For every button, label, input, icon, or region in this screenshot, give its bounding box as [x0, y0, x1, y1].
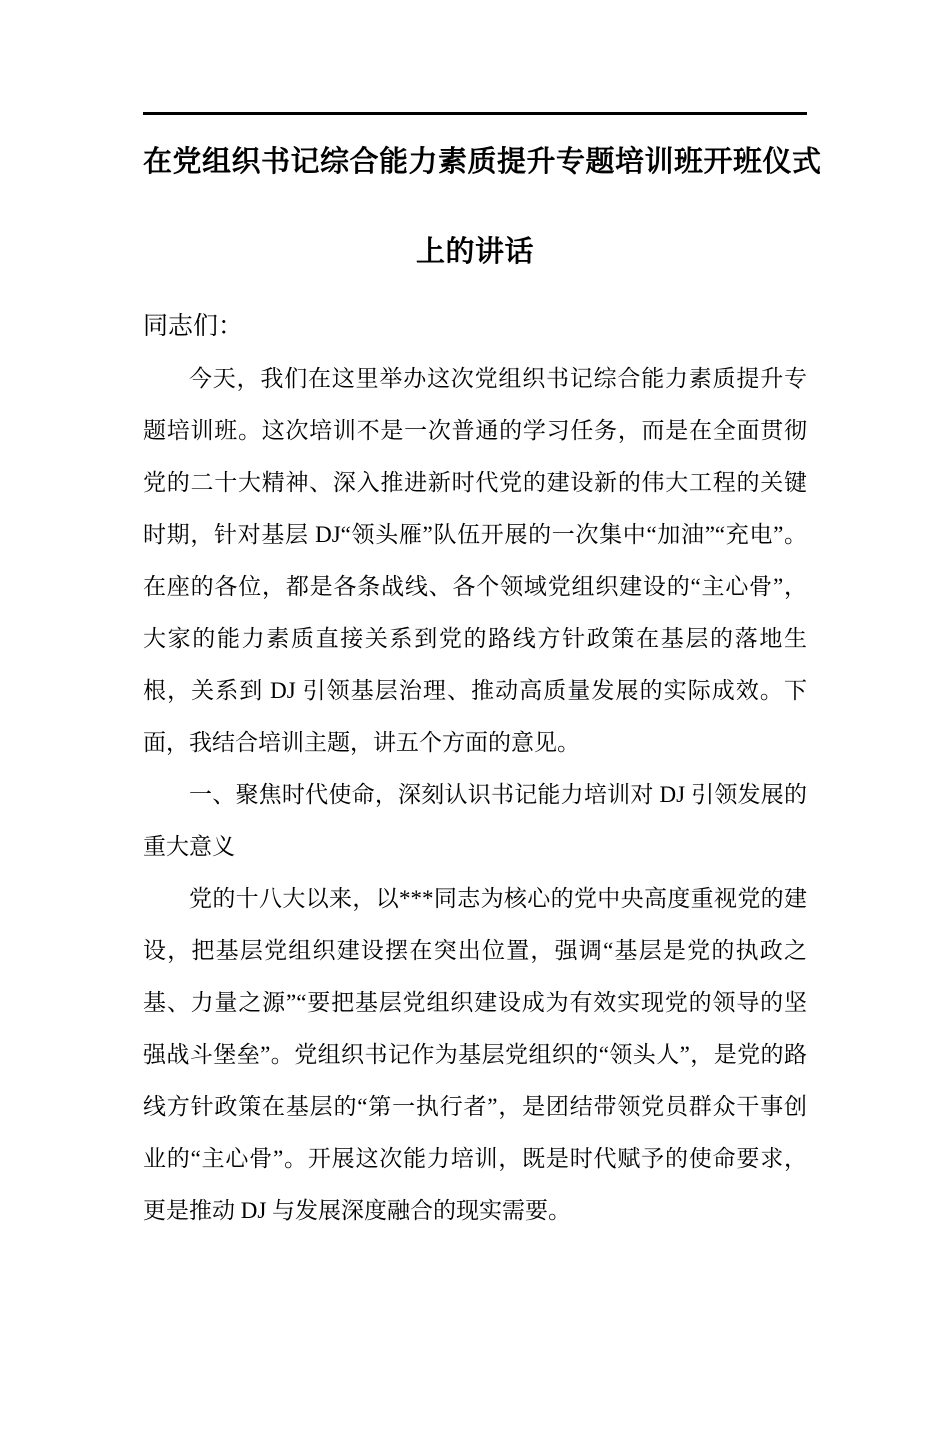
document-title-line-2: 上的讲话 [415, 236, 534, 268]
document-title [143, 117, 822, 297]
document-title-line-1: 在党组织书记综合能力素质提升专题培训班开班仪式 [143, 146, 822, 178]
salutation: 同志们： [143, 312, 244, 340]
paragraph: 今天，我们在这里举办这次党组织书记综合能力素质提升专题培训班。这次培训不是一次普通的学习任务，而是在全面贯彻党的二十大精神、深入推进新时代党的建设新的伟大工程的关键时期，针对基层 DJ“领头雁”队伍开展的一次集中“加油”“充电”。在座的各位，都是各条战线、各个领域党组织建设的“主心骨”，大家的能力素质直接关系到党的路线方针政策在基层的落地生根，关系到 DJ 引领基层治理、推动高质量发展的实际成效。下面，我结合培训主题，讲五个方面的意见。 [143, 366, 807, 755]
section-heading: 一、聚焦时代使命，深刻认识书记能力培训对 DJ 引领发展的重大意义 [143, 782, 807, 859]
document-page [0, 112, 950, 1456]
title-divider-line [143, 112, 807, 115]
document-content [143, 112, 822, 1237]
document-body [143, 353, 807, 1237]
paragraph: 党的十八大以来，以***同志为核心的党中央高度重视党的建设，把基层党组织建设摆在突出位置，强调“基层是党的执政之基、力量之源”“要把基层党组织建设成为有效实现党的领导的坚强战斗堡垒”。党组织书记作为基层党组织的“领头人”，是党的路线方针政策在基层的“第一执行者”，是团结带领党员群众干事创业的“主心骨”。开展这次能力培训，既是时代赋予的使命要求，更是推动 DJ 与发展深度融合的现实需要。 [143, 886, 807, 1223]
